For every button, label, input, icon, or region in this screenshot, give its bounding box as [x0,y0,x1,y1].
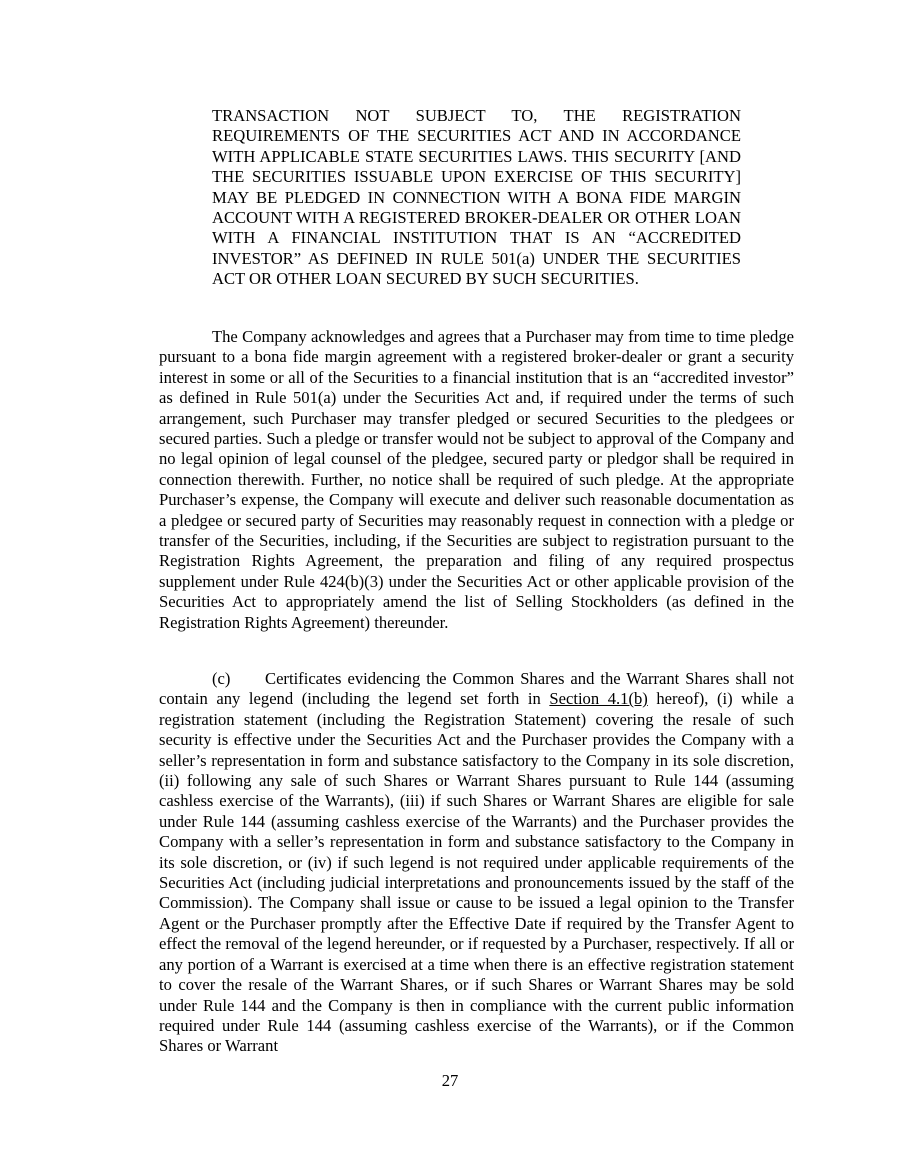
securities-legend: TRANSACTION NOT SUBJECT TO, THE REGISTRATION REQUIREMENTS OF THE SECURITIES ACT AND IN ACCORDANCE WITH APPLICABLE STATE SECURITIES LAWS. THIS SECURITY [AND THE SECURITIES ISSUABLE UPON EXERCISE OF THIS SECURITY] MAY BE PLEDGED IN CONNECTION WITH A BONA FIDE MARGIN ACCOUNT WITH A REGISTERED BROKER-DEALER OR OTHER LOAN WITH A FINANCIAL INSTITUTION THAT IS AN “ACCREDITED INVESTOR” AS DEFINED IN RULE 501(a) UNDER THE SECURITIES ACT OR OTHER LOAN SECURED BY SUCH SECURITIES. [212,106,741,289]
clause-number: (c) [212,669,231,688]
section-reference: Section 4.1(b) [549,689,648,709]
clause-c-paragraph [159,669,794,1057]
pledge-paragraph-text: The Company acknowledges and agrees that a Purchaser may from time to time pledge pursuant to a bona fide margin agreement with a registered broker-dealer or grant a security interest in some or all of the Securities to a financial institution that is an “accredited investor” as defined in Rule 501(a) under the Securities Act and, if required under the terms of such arrangement, such Purchaser may transfer pledged or secured Securities to the pledgees or secured parties. Such a pledge or transfer would not be subject to approval of the Company and no legal opinion of legal counsel of the pledgee, secured party or pledgor shall be required in connection therewith. Further, no notice shall be required of such pledge. At the appropriate Purchaser’s expense, the Company will execute and deliver such reasonable documentation as a pledgee or secured party of Securities may reasonably request in connection with a pledge or transfer of the Securities, including, if the Securities are subject to registration pursuant to the Registration Rights Agreement, the preparation and filing of any required prospectus supplement under Rule 424(b)(3) under the Securities Act or other applicable provision of the Securities Act to appropriately amend the list of Selling Stockholders (as defined in the Registration Rights Agreement) thereunder. [159,327,794,632]
page-number: 27 [441,1071,459,1090]
clause-c-text-start: Certificates evidencing the Common Shares and the Warrant Shares shall not contain any legend (including the legend set forth in [159,669,794,709]
pledge-paragraph [159,327,794,633]
clause-c-text-rest: hereof), (i) while a registration statement (including the Registration Statement) covering the resale of such security is effective under the Securities Act and the Purchaser provides the Company with a seller’s representation in form and substance satisfactory to the Company in its sole discretion, (ii) following any sale of such Shares or Warrant Shares pursuant to Rule 144 (assuming cashless exercise of the Warrants), (iii) if such Shares or Warrant Shares are eligible for sale under Rule 144 (assuming cashless exercise of the Warrants) and the Purchaser provides the Company with a seller’s representation in form and substance satisfactory to the Company in its sole discretion, or (iv) if such legend is not required under applicable requirements of the Securities Act (including judicial interpretations and pronouncements issued by the staff of the Commission). The Company shall issue or cause to be issued a legal opinion to the Transfer Agent or the Purchaser promptly after the Effective Date if required by the Transfer Agent to effect the removal of the legend hereunder, or if requested by a Purchaser, respectively. If all or any portion of a Warrant is exercised at a time when there is an effective registration statement to cover the resale of the Warrant Shares, or if such Shares or Warrant Shares may be sold under Rule 144 and the Company is then in compliance with the current public information required under Rule 144 (assuming cashless exercise of the Warrants), or if the Common Shares or Warrant [159,689,794,1056]
